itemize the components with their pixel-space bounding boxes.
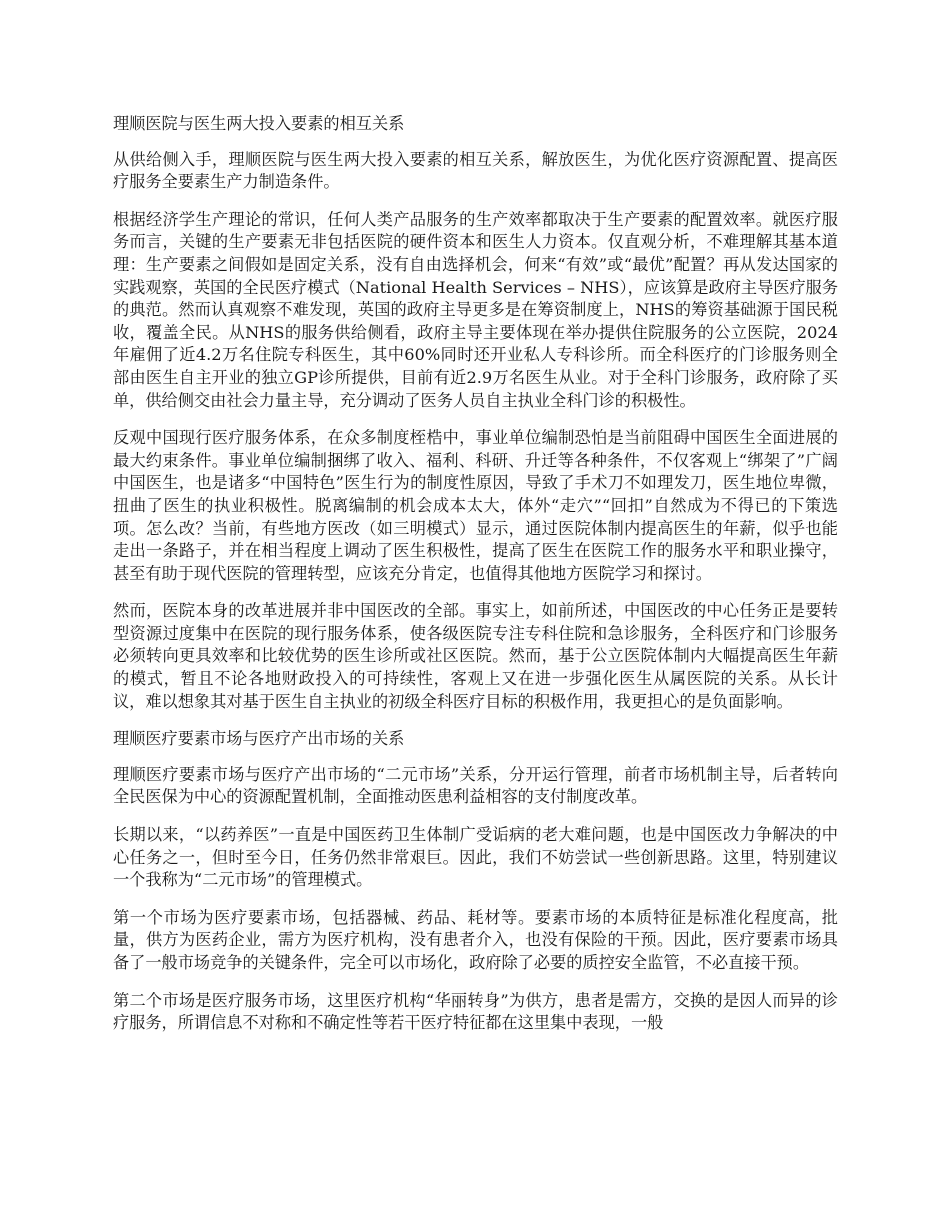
section-heading-2: 理顺医疗要素市场与医疗产出市场的关系 bbox=[113, 729, 405, 749]
paragraph-8: 第二个市场是医疗服务市场，这里医疗机构“华丽转身”为供方，患者是需方，交换的是因人而异的诊疗服务，所谓信息不对称和不确定性等若干医疗特征都在这里集中表现，一般 bbox=[113, 990, 838, 1033]
paragraph-3: 反观中国现行医疗服务体系，在众多制度桎梏中，事业单位编制恐怕是当前阻碍中国医生全面进展的最大约束条件。事业单位编制捆绑了收入、福利、科研、升迁等各种条件，不仅客观上“绑架了”广阔中国医生，也是诸多“中国特色”医生行为的制度性原因，导致了手术刀不如理发刀，医生地位卑微，扭曲了医生的执业积极性。脱离编制的机会成本太大，体外“走穴”“回扣”自然成为不得已的下策选项。怎么改？当前，有些地方医改（如三明模式）显示，通过医院体制内提高医生的年薪，似乎也能走出一条路子，并在相当程度上调动了医生积极性，提高了医生在医院工作的服务水平和职业操守，甚至有助于现代医院的管理转型，应该充分肯定，也值得其他地方医院学习和探讨。 bbox=[113, 428, 838, 583]
paragraph-5: 理顺医疗要素市场与医疗产出市场的“二元市场”关系，分开运行管理，前者市场机制主导，后者转向全民医保为中心的资源配置机制，全面推动医患利益相容的支付制度改革。 bbox=[113, 764, 838, 807]
paragraph-6: 长期以来，“以药养医”一直是中国医药卫生体制广受诟病的老大难问题，也是中国医改力争解决的中心任务之一，但时至今日，任务仍然非常艰巨。因此，我们不妨尝试一些创新思路。这里，特别建议一个我称为“二元市场”的管理模式。 bbox=[113, 825, 838, 890]
paragraph-1: 从供给侧入手，理顺医院与医生两大投入要素的相互关系，解放医生，为优化医疗资源配置、提高医疗服务全要素生产力制造条件。 bbox=[113, 149, 838, 192]
paragraph-4: 然而，医院本身的改革进展并非中国医改的全部。事实上，如前所述，中国医改的中心任务正是要转型资源过度集中在医院的现行服务体系，使各级医院专注专科住院和急诊服务，全科医疗和门诊服务必须转向更具效率和比较优势的医生诊所或社区医院。然而，基于公立医院体制内大幅提高医生年薪的模式，暂且不论各地财政投入的可持续性，客观上又在进一步强化医生从属医院的关系。从长计议，难以想象其对基于医生自主执业的初级全科医疗目标的积极作用，我更担心的是负面影响。 bbox=[113, 601, 838, 711]
section-heading-1: 理顺医院与医生两大投入要素的相互关系 bbox=[113, 114, 405, 133]
paragraph-7: 第一个市场为医疗要素市场，包括器械、药品、耗材等。要素市场的本质特征是标准化程度高，批量，供方为医药企业，需方为医疗机构，没有患者介入，也没有保险的干预。因此，医疗要素市场具备了一般市场竞争的关键条件，完全可以市场化，政府除了必要的质控安全监管，不必直接干预。 bbox=[113, 907, 838, 972]
paragraph-2: 根据经济学生产理论的常识，任何人类产品服务的生产效率都取决于生产要素的配置效率。就医疗服务而言，关键的生产要素无非包括医院的硬件资本和医生人力资本。仅直观分析，不难理解其基本道理：生产要素之间假如是固定关系，没有自由选择机会，何来“有效”或“最优”配置？再从发达国家的实践观察，英国的全民医疗模式（National Health Services – NHS），应该算是政府主导医疗服务的典范。然而认真观察不难发现，英国的政府主导更多是在筹资制度上，NHS的筹资基础源于国民税收，覆盖全民。从NHS的服务供给侧看，政府主导主要体现在举办提供住院服务的公立医院，2024年雇佣了近4.2万名住院专科医生，其中60%同时还开业私人专科诊所。而全科医疗的门诊服务则全部由医生自主开业的独立GP诊所提供，目前有近2.9万名医生从业。对于全科门诊服务，政府除了买单，供给侧交由社会力量主导，充分调动了医务人员自主执业全科门诊的积极性。 bbox=[113, 209, 839, 410]
